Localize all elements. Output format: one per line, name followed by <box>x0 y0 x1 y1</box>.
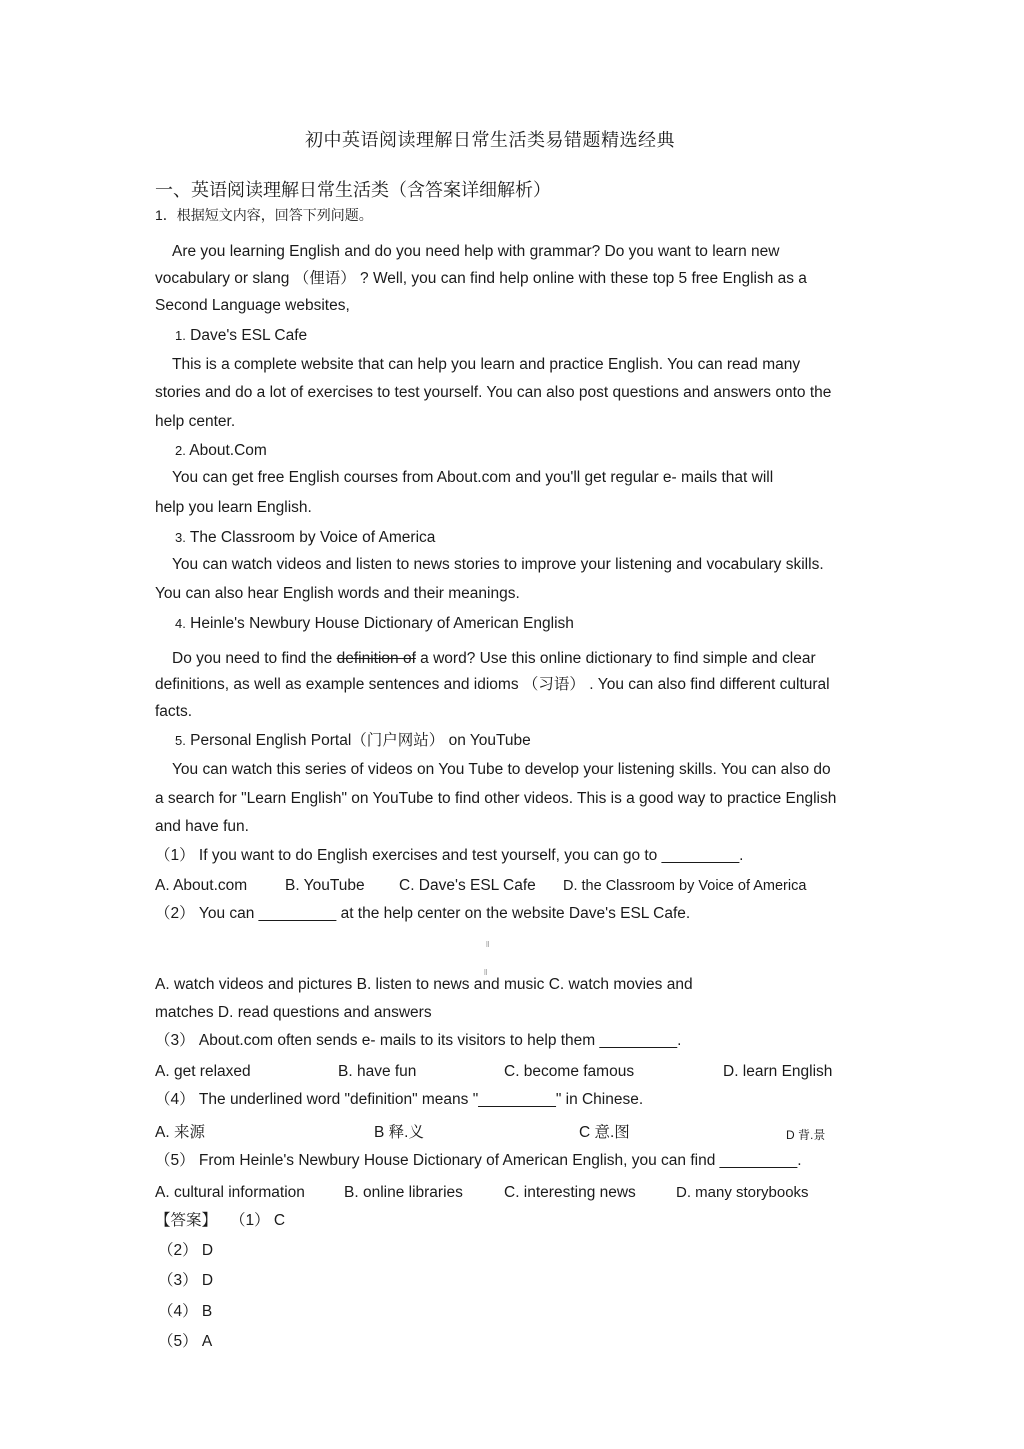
passage-line: help you learn English. <box>155 499 312 516</box>
site-heading <box>175 614 574 634</box>
option: A. cultural information <box>155 1184 305 1201</box>
site-heading <box>175 528 435 548</box>
option: matches D. read questions and answers <box>155 1004 432 1021</box>
passage-line: You can watch videos and listen to news stories to improve your listening and vocabulary skills. <box>172 556 824 573</box>
option: A. About.com <box>155 877 248 894</box>
option: D. many storybooks <box>676 1184 809 1201</box>
question-stem: （5） From Heinle's Newbury House Dictionary of American English, you can find _________. <box>155 1152 802 1169</box>
option: D. learn English <box>723 1063 833 1080</box>
answer-item: （2） D <box>158 1242 214 1259</box>
option: D. the Classroom by Voice of America <box>563 878 807 894</box>
site-heading <box>175 441 267 461</box>
question-stem: （2） You can _________ at the help center on the website Dave's ESL Cafe. <box>155 905 691 922</box>
scan-mark: ll <box>484 968 488 977</box>
option: B 释.义 <box>374 1124 424 1141</box>
passage-line: You can watch this series of videos on You Tube to develop your listening skills. You can also do <box>172 761 831 778</box>
option: C. Dave's ESL Cafe <box>399 877 536 894</box>
passage-line: definitions, as well as example sentences and idioms （习语） . You can also find different cultural <box>155 676 830 693</box>
answer-label: 【答案】 <box>155 1212 218 1229</box>
option: C 意.图 <box>579 1124 630 1141</box>
option: C. become famous <box>504 1063 635 1080</box>
passage-line: Are you learning English and do you need help with grammar? Do you want to learn new <box>172 243 780 260</box>
site-name: The Classroom by Voice of America <box>189 529 436 546</box>
passage-line: You can get free English courses from About.com and you'll get regular e- mails that will <box>172 469 774 486</box>
option: C. interesting news <box>504 1184 636 1201</box>
site-heading <box>175 731 531 751</box>
answer-item: （4） B <box>158 1303 213 1320</box>
option: A. get relaxed <box>155 1063 251 1080</box>
question-stem: （4） The underlined word "definition" means "_________" in Chinese. <box>155 1091 644 1108</box>
answer-item: （5） A <box>158 1333 213 1350</box>
option: B. online libraries <box>344 1184 463 1201</box>
site-number: 4. <box>175 616 186 631</box>
passage-line <box>172 649 816 669</box>
passage-line: stories and do a lot of exercises to test yourself. You can also post questions and answers onto the <box>155 384 832 401</box>
passage-line: facts. <box>155 703 193 720</box>
option: B. have fun <box>338 1063 417 1080</box>
page-title: 初中英语阅读理解日常生活类易错题精选经典 <box>305 130 675 150</box>
option: A. watch videos and pictures B. listen to news and music C. watch movies and <box>155 976 693 993</box>
site-name: About.Com <box>189 442 267 459</box>
site-name: Heinle's Newbury House Dictionary of American English <box>190 615 574 632</box>
site-number: 5. <box>175 733 186 748</box>
option: A. 来源 <box>155 1124 205 1141</box>
site-number: 3. <box>175 530 186 545</box>
answer-item: （3） D <box>158 1272 214 1289</box>
question-stem: （3） About.com often sends e- mails to its visitors to help them _________. <box>155 1032 682 1049</box>
site-name: Dave's ESL Cafe <box>190 327 308 344</box>
site-heading <box>175 326 307 346</box>
passage-line: vocabulary or slang （俚语） ? Well, you can find help online with these top 5 free English as a <box>155 270 807 287</box>
text-fragment: Do you need to find the <box>172 650 337 667</box>
answer-item: （1） C <box>230 1212 286 1229</box>
text-fragment: a word? Use this online dictionary to find simple and clear <box>415 650 816 667</box>
option: D 背.景 <box>786 1128 826 1142</box>
site-name: Personal English Portal（门户网站） on YouTube <box>190 732 531 749</box>
site-number: 1. <box>175 328 186 343</box>
question-intro: 1．根据短文内容，回答下列问题。 <box>155 207 373 223</box>
passage-line: This is a complete website that can help you learn and practice English. You can read many <box>172 356 801 373</box>
scan-mark: ll <box>486 940 490 949</box>
site-number: 2. <box>175 443 186 458</box>
option: B. YouTube <box>285 877 365 894</box>
passage-line: a search for "Learn English" on YouTube to find other videos. This is a good way to practice English <box>155 790 837 807</box>
question-stem: （1） If you want to do English exercises and test yourself, you can go to _________. <box>155 847 744 864</box>
passage-line: and have fun. <box>155 818 249 835</box>
underlined-word-definition: definition of <box>336 650 416 667</box>
section-heading: 一、英语阅读理解日常生活类（含答案详细解析） <box>155 180 551 200</box>
passage-line: You can also hear English words and their meanings. <box>155 585 520 602</box>
passage-line: Second Language websites, <box>155 297 350 314</box>
passage-line: help center. <box>155 413 236 430</box>
